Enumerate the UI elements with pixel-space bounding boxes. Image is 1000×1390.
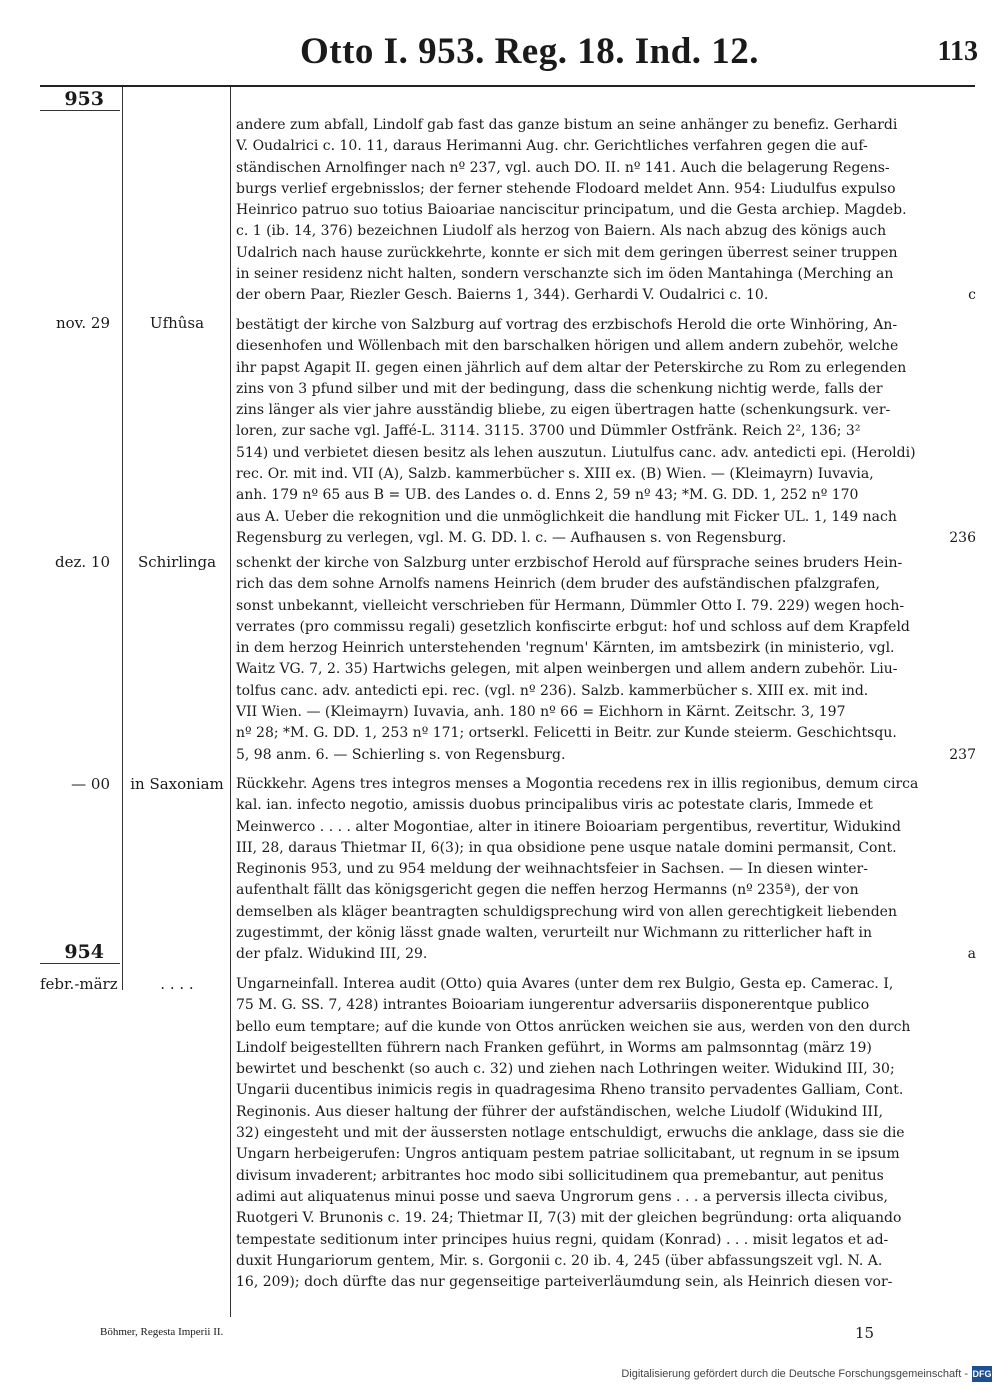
- entry-regest: [236, 315, 980, 549]
- text-line: Meinwerco . . . . alter Mogontiae, alter in itinere Boioariam pergentibus, revertitur, Widukind: [236, 818, 901, 835]
- text-line: tempestate seditionum inter principes huius regni, quidam (Konrad) . . . misit legatos et ad-: [236, 1231, 889, 1248]
- text-line: kal. ian. infecto negotio, amissis duobus principalibus viris ac potestate claris, Immede et: [236, 797, 873, 814]
- text-line: demselben als kläger beantragten schuldigsprechung wird von allen gerechtigkeit liebenden: [236, 903, 897, 920]
- text-line: loren, zur sache vgl. Jaffé-L. 3114. 3115. 3700 und Dümmler Ostfränk. Reich 2², 136; 3²: [236, 423, 861, 440]
- text-line: 32) eingesteht und mit der äussersten notlage entschuldigt, erwuchs die anklage, dass sie die: [236, 1125, 905, 1142]
- year-label: 954: [40, 941, 120, 964]
- text-line: Regensburg zu verlegen, vgl. M. G. DD. l. c. — Aufhausen s. von Regensburg.: [236, 529, 787, 546]
- text-line: andere zum abfall, Lindolf gab fast das ganze bistum an seine anhänger zu benefiz. Gerhardi: [236, 117, 898, 133]
- column-rule-place: [230, 87, 231, 1317]
- text-line: V. Oudalrici c. 10. 11, daraus Herimanni Aug. chr. Gerichtliches verfahren gegen die auf-: [236, 138, 868, 155]
- text-line: ständischen Arnolfinger nach nº 237, vgl. auch DO. II. nº 141. Auch die belagerung Regens-: [236, 159, 890, 176]
- text-line: Ungarneinfall. Interea audit (Otto) quia Avares (unter dem rex Bulgio, Gesta ep. Camerac. I,: [236, 976, 894, 992]
- year-label: 953: [40, 88, 120, 111]
- text-line: anh. 179 nº 65 aus B = UB. des Landes o. d. Enns 2, 59 nº 43; *M. G. DD. 1, 252 nº 170: [236, 487, 859, 504]
- text-line: zins von 3 pfund silber und mit der bedingung, dass die schenkung nichtig werde, falls der: [236, 380, 883, 397]
- text-line: aufenthalt fällt das königsgericht gegen die neffen herzog Hermanns (nº 235ª), der von: [236, 882, 859, 899]
- text-line: Ruotgeri V. Brunonis c. 19. 24; Thietmar II, 7(3) mit der gleichen begründung: orta aliquando: [236, 1210, 902, 1227]
- text-line: Reginonis 953, und zu 954 meldung der weihnachtsfeier in Sachsen. — In diesen winter-: [236, 861, 868, 878]
- text-line: duxit Hungariorum gentem, Mir. s. Gorgonii c. 20 ib. 4, 245 (über abfassungszeit vgl. N. A.: [236, 1252, 883, 1269]
- dfg-logo: DFG: [972, 1366, 992, 1382]
- entry-continuation: [236, 115, 980, 307]
- text-line: bestätigt der kirche von Salzburg auf vortrag des erzbischofs Herold die orte Winhöring, An-: [236, 317, 898, 333]
- text-line: rich das dem sohne Arnolfs namens Heinrich (dem bruder des aufständischen pfalzgrafen,: [236, 576, 880, 593]
- header-rule: [40, 85, 975, 87]
- text-line: 514) und verbietet diesen besitz als lehen auszutun. Liutulfus canc. adv. antedicti epi. (Heroldi): [236, 444, 916, 461]
- text-line: 16, 209); doch dürfte das nur gegenseitige parteiverläumdung sein, als Heinrich diesen vor-: [236, 1274, 893, 1291]
- dfg-funding-note: Digitalisierung gefördert durch die Deutsche Forschungsgemeinschaft -: [621, 1368, 968, 1380]
- entry-date: nov. 29: [55, 314, 110, 332]
- text-line: in seiner residenz nicht halten, sondern verschanzte sich im öden Mantahinga (Merching an: [236, 266, 894, 283]
- entry-place: Ufhûsa: [149, 314, 205, 332]
- entry-ref: 237: [949, 746, 976, 763]
- text-line: Udalrich nach hause zurückkehrte, konnte er sich mit dem geringen überrest seiner truppen: [236, 244, 898, 261]
- text-line: Heinrico patruo suo totius Baioariae nanciscitur principatum, und die Gesta archiep. Magdeb.: [236, 202, 907, 219]
- entry-ref: c: [968, 287, 976, 304]
- entry-date: febr.-märz: [40, 975, 118, 993]
- column-rule-date: [122, 87, 123, 990]
- text-line: III, 28, daraus Thietmar II, 6(3); in qua obsidione pene usque natale domini permansit, Cont.: [236, 839, 897, 856]
- text-line: der pfalz. Widukind III, 29.: [236, 946, 428, 963]
- text-line: Ungarn herbeigerufen: Ungros antiquam pestem patriae sollicitabant, ut regnum in se ipsum: [236, 1146, 900, 1163]
- text-line: aus A. Ueber die rekognition und die unmöglichkeit die handlung mit Ficker UL. 1, 149 nach: [236, 508, 897, 525]
- text-line: Rückkehr. Agens tres integros menses a Mogontia recedens rex in illis regionibus, demum circa: [236, 776, 919, 792]
- page-number: 113: [937, 36, 978, 67]
- entry-date: — 00: [71, 775, 110, 793]
- entry-place: Schirlinga: [137, 553, 217, 571]
- text-line: nº 28; *M. G. DD. 1, 253 nº 171; ortserkl. Felicetti in Beitr. zur Kunde steierm. Geschichtsqu.: [236, 725, 897, 742]
- text-line: divisum invaderent; arbitrantes hoc modo sibi sollicitudinem qua premebantur, aut penitus: [236, 1167, 884, 1184]
- text-line: Waitz VG. 7, 2. 35) Hartwichs gelegen, mit alpen weinbergen und allem andern zubehör. Liu-: [236, 661, 898, 678]
- entry-place: in Saxoniam: [130, 775, 224, 793]
- text-line: in dem herzog Heinrich unterstehenden 'regnum' Kärnten, im amtsbezirk (in ministerio, vgl.: [236, 640, 895, 657]
- text-line: ihr papst Agapit II. gegen einen jährlich auf dem altar der Peterskirche zu Rom zu erlegenden: [236, 359, 907, 376]
- entry-regest: [236, 974, 980, 1293]
- text-line-final: [236, 745, 980, 766]
- text-line: Reginonis. Aus dieser haltung der führer der aufständischen, welche Liudolf (Widukind III,: [236, 1103, 883, 1120]
- text-line: Lindolf beigestellten führern nach Franken geführt, in Worms am palmsonntag (märz 19): [236, 1039, 872, 1056]
- entry-regest: [236, 553, 980, 766]
- entry-place: . . . .: [160, 975, 194, 993]
- text-line: sonst unbekannt, vielleicht verschrieben für Hermann, Dümmler Otto I. 79. 229) wegen hoch-: [236, 597, 905, 614]
- entry-regest: [236, 774, 980, 966]
- text-line: bewirtet und beschenkt (so auch c. 32) und ziehen nach Lothringen weiter. Widukind III, 30;: [236, 1061, 895, 1078]
- text-line-final: [236, 285, 980, 306]
- text-line: diesenhofen und Wöllenbach mit den barschalken hörigen und allem andern zubehör, welche: [236, 338, 899, 355]
- footer-source: Böhmer, Regesta Imperii II.: [100, 1326, 224, 1338]
- text-line: 5, 98 anm. 6. — Schierling s. von Regensburg.: [236, 746, 566, 763]
- text-line: Ungarii ducentibus inimicis regis in quadragesima Rheno transito pervadentes Galliam, Cont.: [236, 1082, 904, 1099]
- text-line: zins länger als vier jahre ausständig bliebe, zu eigen übertragen hatte (schenkungsurk. ver-: [236, 402, 891, 419]
- text-line: zugestimmt, der könig lässt gnade walten, verurteilt nur Wichmann zu ritterlicher haft in: [236, 925, 873, 942]
- text-line: verrates (pro commissu regali) gesetzlich konfiscirte erbgut: hof und schloss auf dem Krapfeld: [236, 618, 910, 635]
- text-line-final: [236, 944, 980, 965]
- entry-ref: 236: [949, 529, 976, 546]
- text-line: rec. Or. mit ind. VII (A), Salzb. kammerbücher s. XIII ex. (B) Wien. — (Kleimayrn) Iuvavia,: [236, 466, 874, 483]
- text-line: VII Wien. — (Kleimayrn) Iuvavia, anh. 180 nº 66 = Eichhorn in Kärnt. Zeitschr. 3, 197: [236, 704, 846, 721]
- page-title: Otto I. 953. Reg. 18. Ind. 12.: [300, 31, 760, 72]
- text-line: adimi aut aliquatenus minui posse und saeva Ungrorum gens . . . a perversis illecta civibus,: [236, 1188, 888, 1205]
- text-line-final: [236, 528, 980, 549]
- text-line: c. 1 (ib. 14, 376) bezeichnen Liudolf als herzog von Baiern. Als nach abzug des königs auch: [236, 223, 887, 240]
- text-line: tolfus canc. adv. antedicti epi. rec. (vgl. nº 236). Salzb. kammerbücher s. XIII ex. mit ind.: [236, 682, 869, 699]
- text-line: schenkt der kirche von Salzburg unter erzbischof Herold auf fürsprache seines bruders Hein-: [236, 555, 903, 571]
- footer-signature: 15: [855, 1324, 875, 1342]
- text-line: der obern Paar, Riezler Gesch. Baierns 1, 344). Gerhardi V. Oudalrici c. 10.: [236, 287, 769, 304]
- text-line: bello eum temptare; auf die kunde von Ottos anrücken weichen sie aus, werden von den durch: [236, 1018, 911, 1035]
- text-line: burgs verlief ergebnisslos; der ferner stehende Flodoard meldet Ann. 954: Liudulfus expulso: [236, 180, 896, 197]
- text-line: 75 M. G. SS. 7, 428) intrantes Boioariam iungerentur adversariis disponerentque publico: [236, 997, 870, 1014]
- entry-date: dez. 10: [54, 553, 110, 571]
- entry-ref: a: [967, 946, 976, 963]
